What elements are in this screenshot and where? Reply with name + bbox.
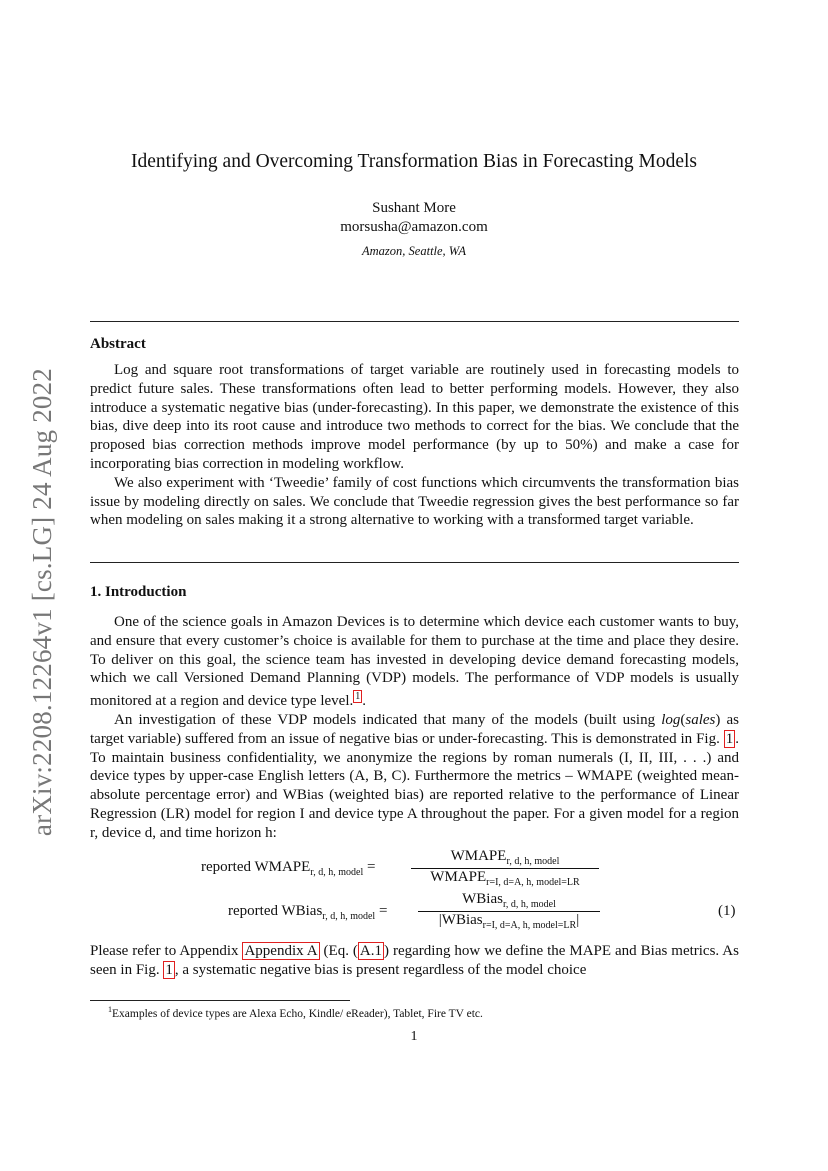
appendix-ref-link[interactable]: Appendix A bbox=[244, 943, 318, 959]
intro-paragraph-2: An investigation of these VDP models indicated that many of the models (built using log(sales) as target variable) suffered from an issue of negative bias or under-forecasting. This is demonstrated in Fig. 1 . To maintain business confidentiality, we anonymize the regions by roman numerals (I, II, III, . . .) and device types by upper-case English letters (A, B, C). Furthermore the metrics – WMAPE (weighted mean-absolute percentage error) and WBias (weighted bias) are reported relative to the performance of Linear Regression (LR) model for region I and device type A throughout the paper. For a given model for a region r, device d, and time horizon h: bbox=[90, 711, 739, 841]
author-name: Sushant More bbox=[372, 200, 456, 216]
intro-p2-text-c: . To maintain business confidentiality, we anonymize the regions by roman numerals (I, II, III, . . .) and device types by upper-case English letters (A, B, C). Furthermore the metrics – WMAPE (weighted mean-absolute percentage error) and WBias (weighted bias) are reported relative to the performance of Linear Regression (LR) model for region I and device type A throughout the paper. For a given model for a region r, device d, and time horizon h: bbox=[90, 730, 739, 841]
eq1-lhs-text: reported WMAPE bbox=[201, 859, 311, 875]
footnote-rule bbox=[90, 1000, 350, 1001]
eq1-denominator: WMAPE bbox=[430, 869, 487, 885]
eq2-lhs-subscript: r, d, h, model bbox=[322, 911, 376, 922]
intro-p3-text-a: Please refer to Appendix bbox=[90, 943, 243, 959]
figure-ref-link-2[interactable]: 1 bbox=[165, 961, 173, 978]
intro-p1-text: One of the science goals in Amazon Devices is to determine which device each customer wants to buy, and ensure that every customer’s choice is available for them to purchase at the time and place they desire. To deliver on this goal, the science team has invested in developing device demand forecasting models, which we call Versioned Demand Planning (VDP) models. The performance of VDP models is usually monitored at a region and device type level. bbox=[90, 614, 739, 710]
intro-paragraph-1 bbox=[90, 613, 739, 711]
arxiv-identifier-text: arXiv:2208.12264v1 [cs.LG] 24 Aug 2022 bbox=[26, 368, 57, 837]
intro-p3-text-d: , a systematic negative bias is present regardless of the model choice bbox=[174, 961, 587, 978]
eq1-numerator: WMAPE bbox=[450, 848, 507, 864]
intro-paragraph-3 bbox=[90, 942, 739, 980]
math-log: log bbox=[661, 711, 681, 728]
eq2-num-subscript: r, d, h, model bbox=[502, 899, 556, 910]
eq2-den-subscript: r=I, d=A, h, model=LR bbox=[482, 920, 577, 931]
footnote-mark: 1 bbox=[108, 1005, 112, 1014]
intro-p3-text-b: (Eq. ( bbox=[319, 943, 358, 959]
eq2-lhs-text: reported WBias bbox=[228, 903, 323, 919]
footnote-link-1[interactable]: 1 bbox=[355, 691, 361, 703]
equation-wbias-lhs: reported WBias$_{r, d, h, model}$ = bbox=[228, 903, 388, 922]
intro-p3-text-c: ) regarding how we define the MAPE and Bias metrics. As seen in Fig. bbox=[90, 943, 739, 978]
author-email: morsusha@amazon.com bbox=[340, 219, 488, 235]
abstract-paragraph-1: Log and square root transformations of target variable are routinely used in forecasting models to predict future sales. These transformations often lead to better performing models. However, they also introduce a systematic negative bias (under-forecasting). In this paper, we demonstrate the existence of this bias, dive deep into its root cause and introduce two methods to correct for the bias. We conclude that the proposed bias correction methods improve model performance (by up to 50%) and make a case for incorporating bias correction in modeling workflow. bbox=[90, 362, 739, 472]
abstract-body bbox=[90, 361, 739, 530]
equation-wbias-fraction: WBias$_{r, d, h, model}$ |WBias$_{r=I, d=A, h, model=LR}$| bbox=[418, 891, 600, 932]
section-heading-introduction: 1. Introduction bbox=[90, 584, 187, 600]
footnote bbox=[108, 1005, 483, 1020]
math-sales: sales bbox=[685, 711, 716, 728]
intro-p2-text-a: An investigation of these VDP models indicated that many of the models (built using bbox=[114, 711, 662, 728]
intro-p1-end: . bbox=[362, 693, 366, 710]
figure-ref-link[interactable]: 1 bbox=[725, 730, 734, 747]
eq1-lhs-subscript: r, d, h, model bbox=[310, 867, 364, 878]
equation-wmape-fraction bbox=[411, 848, 599, 889]
eq1-num-subscript: r, d, h, model bbox=[506, 856, 560, 867]
abstract-paragraph-2: We also experiment with ‘Tweedie’ family of cost functions which circumvents the transformation bias issue by modeling directly on sales. We conclude that Tweedie regression gives the best performance so far when modeling on sales making it a strong alternative to working with a transformed target variable. bbox=[90, 474, 739, 529]
arxiv-identifier bbox=[22, 355, 62, 850]
eq2-numerator: WBias bbox=[462, 891, 503, 907]
eq2-denominator: |WBias bbox=[438, 912, 483, 928]
equation-ref-link[interactable]: A.1 bbox=[359, 943, 383, 959]
author-affiliation: Amazon, Seattle, WA bbox=[362, 244, 466, 258]
abstract-heading: Abstract bbox=[90, 336, 146, 352]
abstract-bottom-rule bbox=[90, 562, 739, 563]
equation-wmape-lhs: reported $WMAPE_{r, d, h, model}$ = bbox=[201, 859, 376, 878]
intro-p2-text-b: as target variable) suffered from an issue of negative bias or under-forecasting. This is demonstrated in Fig. bbox=[90, 711, 739, 747]
eq1-den-subscript: r=I, d=A, h, model=LR bbox=[486, 877, 580, 888]
page-number: 1 bbox=[410, 1029, 418, 1044]
footnote-text: Examples of device types are Alexa Echo, Kindle/ eReader), Tablet, Fire TV etc. bbox=[112, 1007, 483, 1020]
equation-number: (1) bbox=[718, 903, 736, 919]
abstract-top-rule bbox=[90, 321, 739, 322]
paper-title: Identifying and Overcoming Transformation Bias in Forecasting Models bbox=[131, 151, 697, 172]
introduction-body bbox=[90, 613, 739, 843]
